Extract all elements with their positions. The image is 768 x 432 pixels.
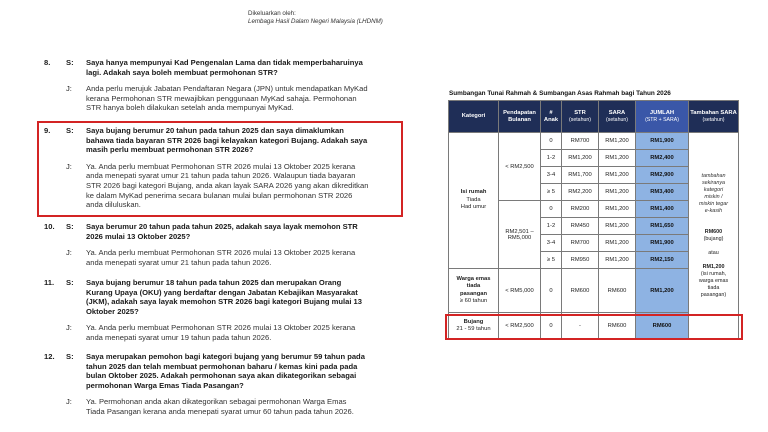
anak-cell: 0 xyxy=(541,313,562,340)
income-cell: < RM5,000 xyxy=(499,269,541,313)
jumlah-cell: RM1,650 xyxy=(636,218,689,235)
issuer-line-2: Lembaga Hasil Dalam Negeri Malaysia (LHDNM) xyxy=(248,18,383,25)
answer-label: J: xyxy=(66,397,72,407)
jumlah-cell: RM3,400 xyxy=(636,184,689,201)
answer-text: Ya. Permohonan anda akan dikategorikan sebagai permohonan Warga Emas Tiada Pasangan kerana anda menepati syarat umur 60 tahun pada tahun 2026. xyxy=(86,397,354,416)
anak-cell: 1-2 xyxy=(541,150,562,167)
answer-text: Ya. Anda perlu membuat Permohonan STR 2026 mulai 13 Oktober 2025 kerana anda menepati syarat umur 19 tahun pada tahun 2026. xyxy=(86,323,356,342)
question-text: Saya merupakan pemohon bagi kategori bujang yang berumur 59 tahun pada tahun 2025 dan telah membuat permohonan baharu / kemas kini pada pada bulan Oktober 2025. Adakah permohonan saya akan dikategorikan sebagai permohonan Warga Emas Tiada Pasangan? xyxy=(86,352,365,390)
category-isi-rumah: Isi rumah Tiada Had umur xyxy=(449,133,499,269)
table-header-row xyxy=(449,101,739,133)
sara-cell: RM600 xyxy=(599,313,636,340)
str-cell: - xyxy=(562,313,599,340)
question-number: 9. xyxy=(44,126,51,135)
sara-cell: RM1,200 xyxy=(599,150,636,167)
question-label: S: xyxy=(66,126,74,135)
answer-label: J: xyxy=(66,323,72,333)
income-cell: < RM2,500 xyxy=(499,313,541,340)
str-cell: RM200 xyxy=(562,201,599,218)
anak-cell: ≥ 5 xyxy=(541,252,562,269)
anak-cell: 3-4 xyxy=(541,167,562,184)
str-cell: RM700 xyxy=(562,235,599,252)
question-number: 10. xyxy=(44,222,55,231)
header-str: STR (setahun) xyxy=(562,101,599,133)
question-label: S: xyxy=(66,58,74,67)
anak-cell: 1-2 xyxy=(541,218,562,235)
category-bujang: Bujang 21 - 59 tahun xyxy=(449,313,499,340)
anak-cell: 0 xyxy=(541,201,562,218)
faq-item-11 xyxy=(44,278,394,343)
header-jumlah: JUMLAH (STR + SARA) xyxy=(636,101,689,133)
question-label: S: xyxy=(66,352,74,361)
str-cell: RM1,200 xyxy=(562,150,599,167)
answer-label: J: xyxy=(66,248,72,258)
answer-text: Ya. Anda perlu membuat Permohonan STR 2026 mulai 13 Oktober 2025 kerana anda menepati syarat umur 21 tahun pada tahun 2026. xyxy=(86,248,356,267)
anak-cell: 3-4 xyxy=(541,235,562,252)
issuer-note xyxy=(248,10,398,26)
sara-cell: RM600 xyxy=(599,269,636,313)
table-title: Sumbangan Tunai Rahmah & Sumbangan Asas Rahmah bagi Tahun 2026 xyxy=(449,90,671,97)
jumlah-cell: RM1,400 xyxy=(636,201,689,218)
income-cell: RM2,501 – RM5,000 xyxy=(499,201,541,269)
tambahan-sara-cell: tambahan sekiranya kategori miskin / miskin tegar e-kasih RM600 (bujang) atau RM1,200 (isi rumah, warga emas tiada pasangan) xyxy=(689,133,739,340)
highlight-box-q9 xyxy=(37,121,403,217)
str-cell: RM1,700 xyxy=(562,167,599,184)
header-kategori: Kategori xyxy=(449,101,499,133)
header-pendapatan: Pendapatan Bulanan xyxy=(499,101,541,133)
str-cell: RM600 xyxy=(562,269,599,313)
highlight-box-bujang xyxy=(445,314,743,340)
income-cell: < RM2,500 xyxy=(499,133,541,201)
str-sara-table xyxy=(448,100,739,340)
faq-item-8 xyxy=(44,58,394,113)
table-row xyxy=(449,133,739,150)
anak-cell: 0 xyxy=(541,133,562,150)
faq-item-10 xyxy=(44,222,394,267)
faq-item-12 xyxy=(44,352,394,417)
jumlah-cell: RM2,150 xyxy=(636,252,689,269)
header-sara: SARA (setahun) xyxy=(599,101,636,133)
question-label: S: xyxy=(66,222,74,231)
header-tambahan: Tambahan SARA (setahun) xyxy=(689,101,739,133)
header-anak: # Anak xyxy=(541,101,562,133)
question-number: 12. xyxy=(44,352,55,361)
jumlah-cell: RM2,900 xyxy=(636,167,689,184)
question-number: 11. xyxy=(44,278,55,287)
sara-cell: RM1,200 xyxy=(599,218,636,235)
answer-text: Anda perlu merujuk Jabatan Pendaftaran Negara (JPN) untuk mendapatkan MyKad kerana Permohonan STR mewajibkan penggunaan MyKad sahaja. Permohonan STR hanya boleh dilakukan setelah anda mempunyai MyKad. xyxy=(86,84,368,113)
answer-text: Ya. Anda perlu membuat Permohonan STR 2026 mulai 13 Oktober 2025 kerana anda menepati syarat umur 21 tahun pada tahun 2026. Walaupun tiada bayaran STR 2026 bagi kategori Bujang, anda akan layak SARA 2026 yang akan dikreditkan ke dalam MyKad penerima secara bulanan mulai bulan permohonan STR 2026 anda diluluskan. xyxy=(86,161,369,210)
jumlah-cell: RM1,200 xyxy=(636,269,689,313)
sara-cell: RM1,200 xyxy=(599,201,636,218)
sara-cell: RM1,200 xyxy=(599,184,636,201)
question-label: S: xyxy=(66,278,74,287)
jumlah-cell: RM600 xyxy=(636,313,689,340)
str-cell: RM450 xyxy=(562,218,599,235)
question-text: Saya hanya mempunyai Kad Pengenalan Lama dan tidak memperbaharuinya lagi. Adakah saya boleh membuat permohonan STR? xyxy=(86,58,363,77)
jumlah-cell: RM2,400 xyxy=(636,150,689,167)
sara-cell: RM1,200 xyxy=(599,235,636,252)
sara-cell: RM1,200 xyxy=(599,167,636,184)
issuer-line-1: Dikeluarkan oleh: xyxy=(248,10,296,17)
question-number: 8. xyxy=(44,58,51,67)
answer-label: J: xyxy=(66,161,72,171)
jumlah-cell: RM1,900 xyxy=(636,133,689,150)
question-text: Saya berumur 20 tahun pada tahun 2025, adakah saya layak memohon STR 2026 mulai 13 Oktober 2025? xyxy=(86,222,358,241)
category-warga-emas: Warga emas tiada pasangan ≥ 60 tahun xyxy=(449,269,499,313)
question-text: Saya bujang berumur 18 tahun pada tahun 2025 dan merupakan Orang Kurang Upaya (OKU) yang berdaftar dengan Jabatan Kebajikan Masyarakat (JKM), adakah saya layak memohon STR 2026 bagi kategori Bujang mulai 13 Oktober 2025? xyxy=(86,278,363,316)
sara-cell: RM1,200 xyxy=(599,133,636,150)
str-cell: RM950 xyxy=(562,252,599,269)
anak-cell: 0 xyxy=(541,269,562,313)
question-text: Saya bujang berumur 20 tahun pada tahun 2025 dan saya dimaklumkan bahawa tiada bayaran STR 2026 bagi kelayakan kategori Bujang. Adakah saya masih perlu membuat permohonan STR 2026? xyxy=(86,126,368,155)
anak-cell: ≥ 5 xyxy=(541,184,562,201)
str-cell: RM2,200 xyxy=(562,184,599,201)
jumlah-cell: RM1,900 xyxy=(636,235,689,252)
sara-cell: RM1,200 xyxy=(599,252,636,269)
str-cell: RM700 xyxy=(562,133,599,150)
answer-label: J: xyxy=(66,84,72,94)
